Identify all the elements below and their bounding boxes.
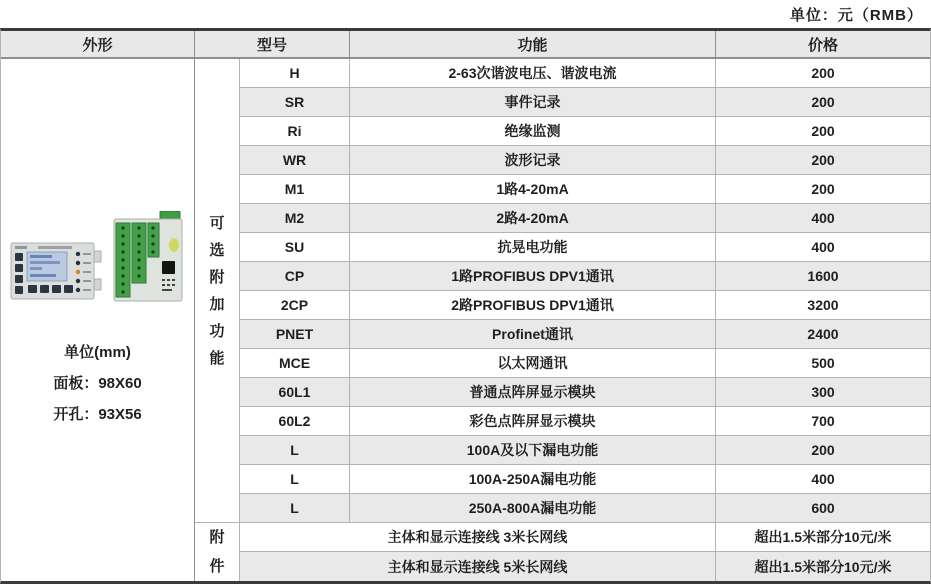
price-cell: 300 [811,384,835,400]
function-cell: 事件记录 [350,88,716,116]
model-cell: MCE [240,349,350,377]
model-cell: M1 [240,175,350,203]
section-label-column [195,59,240,581]
table-row [240,117,930,146]
unit-note: 单位：元（RMB） [789,7,923,24]
dimension-unit: 单位(mm) [64,343,131,361]
table-row [240,320,930,349]
section-label-accessories [195,523,239,581]
model-cell: 60L1 [240,378,350,406]
model-cell: CP [240,262,350,290]
table-row [240,407,930,436]
price-cell: 400 [811,471,835,487]
price-cell: 500 [811,355,835,371]
price-cell: 超出1.5米部分10元/米 [754,529,892,545]
dimension-info [53,337,141,430]
function-cell: 波形记录 [350,146,716,174]
table-header-row [1,31,930,59]
cutout-size: 开孔：93X56 [53,405,142,423]
price-cell: 3200 [807,297,839,313]
table-row [240,378,930,407]
panel-display-device-image [10,239,102,303]
function-cell: 2-63次谐波电压、谐波电流 [350,59,716,87]
model-cell: H [240,59,350,87]
price-cell: 200 [811,442,835,458]
function-cell: 2路PROFIBUS DPV1通讯 [350,291,716,319]
table-row [240,552,930,581]
price-cell: 400 [811,210,835,226]
model-cell: WR [240,146,350,174]
model-cell: L [240,465,350,493]
price-cell: 200 [811,181,835,197]
rows-column [240,59,930,581]
table-row [240,291,930,320]
table-row [240,233,930,262]
price-cell: 400 [811,239,835,255]
header-function: 功能 [350,31,716,57]
price-cell: 200 [811,65,835,81]
price-cell: 200 [811,152,835,168]
header-appearance: 外形 [1,31,195,57]
price-cell: 超出1.5米部分10元/米 [754,558,892,575]
price-cell: 1600 [807,268,839,284]
function-cell: 绝缘监测 [350,117,716,145]
model-cell: Ri [240,117,350,145]
function-cell: 250A-800A漏电功能 [350,494,716,522]
function-cell: 1路4-20mA [350,175,716,203]
model-cell: 60L2 [240,407,350,435]
model-cell: 2CP [240,291,350,319]
section-label-optional-functions [195,59,239,523]
header-model: 型号 [195,31,350,57]
din-rail-module-device-image [112,211,186,303]
table-row [240,465,930,494]
table-row [240,349,930,378]
table-row [240,494,930,523]
table-row [240,59,930,88]
accessory-function-cell: 主体和显示连接线 5米长网线 [240,552,716,581]
table-body [1,59,930,581]
table-row [240,436,930,465]
function-cell: 1路PROFIBUS DPV1通讯 [350,262,716,290]
table-row [240,146,930,175]
function-cell: 100A-250A漏电功能 [350,465,716,493]
table-row [240,523,930,552]
price-cell: 200 [811,123,835,139]
price-cell: 700 [811,413,835,429]
price-table [0,28,931,584]
device-images [10,211,186,303]
model-cell: PNET [240,320,350,348]
model-cell: L [240,494,350,522]
accessories-label: 附件 [209,529,225,575]
function-cell: 以太网通讯 [350,349,716,377]
table-row [240,204,930,233]
appearance-cell [1,59,195,581]
model-cell: L [240,436,350,464]
model-cell: SR [240,88,350,116]
function-cell: 100A及以下漏电功能 [350,436,716,464]
function-cell: 2路4-20mA [350,204,716,232]
header-price: 价格 [807,36,838,54]
table-row [240,175,930,204]
price-cell: 600 [811,500,835,516]
function-cell: Profinet通讯 [350,320,716,348]
accessory-function-cell: 主体和显示连接线 3米长网线 [240,523,716,551]
function-cell: 抗晃电功能 [350,233,716,261]
model-cell: SU [240,233,350,261]
function-cell: 彩色点阵屏显示模块 [350,407,716,435]
model-cell: M2 [240,204,350,232]
function-cell: 普通点阵屏显示模块 [350,378,716,406]
price-cell: 200 [811,94,835,110]
panel-size: 面板：98X60 [53,374,142,392]
optional-functions-label: 可选附加功能 [209,214,225,367]
table-row [240,262,930,291]
price-cell: 2400 [807,326,839,342]
table-row [240,88,930,117]
